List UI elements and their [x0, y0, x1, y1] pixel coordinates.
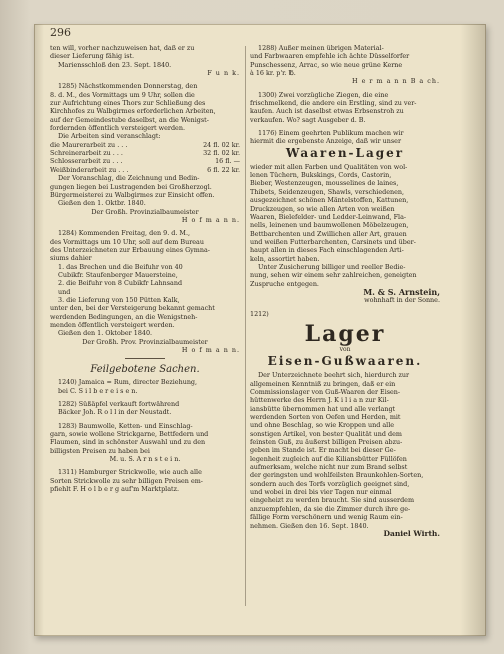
signature: M. u. S. A r n s t e i n.	[109, 455, 181, 464]
list-item: und	[58, 287, 71, 296]
text-line: Der Voranschlag, die Zeichnung und Bedin-	[58, 174, 200, 183]
text-line: anzuempfehlen, da sie die Zimmer durch ihre ge-	[250, 504, 411, 513]
text-line: Bettbarchenten und Zwillichen aller Art, grauen	[250, 229, 407, 238]
text-line: des Vormittags um 10 Uhr, soll auf dem Bureau	[50, 237, 204, 246]
text-line: Der Unterzeichnete beehrt sich, hierdurch zur	[258, 371, 410, 380]
section-heading: Feilgebotene Sachen.	[90, 364, 200, 376]
residence-line: wohnhaft in der Sonne.	[364, 296, 440, 305]
lager-von: von	[339, 345, 351, 353]
text-line: Kirchhofes zu Walbgirmes erforderlichen Arbeiten,	[50, 107, 216, 116]
text-line: bei C. S i l b e r e i s e n.	[58, 386, 138, 395]
text-line: werdenden Bedingungen, an die Wenigstneh-	[50, 312, 198, 321]
text-line: 1176) Einem geehrten Publikum machen wir	[258, 129, 404, 138]
text-line: und Farbwaaren empfehle ich ächte Düsselforfer	[250, 52, 410, 61]
signature: H o f m a n n.	[181, 346, 240, 355]
text-line: allgemeinen Kenntniß zu bringen, daß er ein	[250, 379, 396, 388]
list-item: 3. die Lieferung von 150 Pütten Kalk,	[58, 295, 180, 304]
cost-item	[50, 166, 240, 174]
text-line: Waaren, Bielefelder- und Ledder-Leinwand, Fla-	[250, 212, 407, 221]
text-line: haupt allen in dieses Fach einschlagenden Arti-	[250, 246, 404, 255]
text-line: Die Arbeiten sind veranschlagt:	[58, 132, 161, 141]
text-line: Zuspruche entgegen.	[250, 279, 319, 288]
text-line: siums dahier	[50, 254, 92, 263]
notice-1288	[250, 44, 440, 86]
text-line: Bäcker Joh. R o l l in der Neustadt.	[58, 408, 172, 417]
text-line: zur Aufrichtung eines Thors zur Schließung des	[50, 99, 206, 108]
text-line: Thibets, Seidenzeugen, Shawls, verschiedenen,	[250, 187, 405, 196]
cost-value: 32 fl. 02 kr.	[203, 149, 240, 158]
text-line: auf der Gemeindestube daselbst, an die Wenigst-	[50, 115, 209, 124]
right-column	[250, 44, 440, 538]
notice-1212	[250, 310, 440, 539]
notice-1300	[250, 91, 440, 124]
text-line: pfiehlt F. H o l b e r g auf'm Marktplatz.	[50, 485, 179, 494]
cost-label: Schreinerarbeit zu . . .	[50, 149, 123, 158]
cost-label: die Maurerarbeit zu . . .	[50, 140, 128, 149]
text-line: 8. d. M., des Vormittags um 9 Uhr, sollen die	[50, 90, 195, 99]
cost-item	[50, 149, 240, 157]
text-line: Druckzeugen, so wie allen Arten von weißen	[250, 204, 395, 213]
text-line: Commissionslager von Guß-Waaren der Eisen-	[250, 388, 401, 396]
text-line: nehmen. Gießen den 16. Sept. 1840.	[250, 521, 369, 530]
list-item: Cubikfr. Staufenberger Mauersteine,	[58, 270, 178, 279]
column-divider	[245, 46, 246, 606]
text-line: 1240) Jamaica = Rum, directer Beziehung,	[58, 378, 198, 387]
signature: Daniel Wirth.	[383, 528, 440, 538]
notice-1176	[250, 129, 440, 305]
text-line: sondern auch des Torfs vorzüglich geeignet sind,	[250, 479, 410, 488]
list-item: 2. die Beifuhr von 8 Cubikfr Lahnsand	[58, 279, 183, 288]
text-line: keln, assortirt haben.	[250, 254, 320, 263]
text-line: lenen Tüchern, Bukskings, Cords, Castorin,	[250, 171, 392, 180]
text-line: nells, leinenen und baumwollenen Möbelzeugen,	[250, 221, 409, 230]
text-line: Punschessenz, Arrac, so wie neue grüne Kerne	[250, 60, 403, 69]
text-line: hiermit die ergebenste Anzeige, daß wir unser	[250, 137, 402, 146]
text-line: der geringsten und wohlfeilsten Braunkohlen-Sorten,	[250, 471, 424, 480]
text-line: fällige Form verschönern und wenig Raum ein-	[250, 513, 403, 522]
text-line: 1284) Kommenden Freitag, den 9. d. M.,	[58, 229, 191, 238]
text-line: und weißen Futterbarchenten, Carsinets und über-	[250, 237, 416, 246]
text-line: 1282) Süßäpfel verkauft fortwährend	[58, 400, 180, 409]
text-line: à 16 kr. p'r. ℔.	[250, 69, 296, 78]
notice-1311	[50, 468, 240, 493]
page-number: 296	[50, 26, 71, 39]
text-line: wieder mit allen Farben und Qualitäten von wol-	[250, 162, 408, 171]
eisen-gusswaaren-title: Eisen-Gußwaaren.	[267, 354, 423, 369]
text-line: des Unterzeichneten zur Erbauung eines Gymna-	[50, 245, 210, 254]
page-gutter-shadow	[34, 24, 44, 636]
text-line: aufmerksam, welche nicht nur zum Brand selbst	[250, 463, 408, 472]
text-line: sonstigen Artikel, von bester Qualität und dem	[250, 429, 402, 438]
text-line: fordernden öffentlich versteigert werden.	[50, 124, 185, 133]
notice-1240	[50, 378, 240, 395]
text-line: menden öffentlich versteigert werden.	[50, 321, 175, 329]
firm-signature: M. & S. Arnstein,	[363, 286, 440, 297]
text-line: verkaufen. Wo? sagt Ausgeber d. B.	[250, 115, 366, 124]
text-line: eingeheizt zu werden braucht. Sie sind ausserdem	[250, 496, 415, 505]
text-line: geben im Stande ist. Er macht bei dieser Ge-	[250, 446, 396, 455]
text-line: dieser Lieferung fähig ist.	[50, 52, 135, 61]
section-rule	[125, 358, 165, 359]
text-line: 1283) Baumwolle, Ketten- und Einschlag-	[58, 421, 193, 430]
text-line: unter den, bei der Versteigerung bekannt gemacht	[50, 304, 215, 313]
text-line: billigsten Preisen zu haben bei	[50, 446, 150, 455]
notice-1284	[50, 229, 240, 354]
text-line: hüttenwerke des Herrn J. K i l i a n zur Kil-	[250, 396, 389, 405]
text-line: Bieber, Westenzeugen, mousselines de laines,	[250, 179, 399, 188]
text-line: iansbütte übernommen hat und alle verlangt	[250, 404, 396, 413]
text-line: werdenden Sorten von Oefen und Herden, mit	[250, 413, 401, 422]
office-line: Der Großh. Prov. Provinzialbaumeister	[82, 337, 208, 346]
signature: H e r m a n n B a ch.	[351, 77, 440, 86]
signature: H o f m a n n.	[181, 215, 240, 224]
list-item: 1. das Brechen und die Beifuhr von 40	[58, 262, 183, 271]
text-line: 1288) Außer meinen übrigen Material-	[258, 44, 384, 52]
notice-1282	[50, 400, 240, 417]
text-line: Mariensschloß den 23. Sept. 1840.	[58, 60, 172, 69]
notice-1283	[50, 422, 240, 464]
cost-item	[50, 157, 240, 165]
text-line: Bürgermeisterei zu Walbgirmes zur Einsicht offen.	[50, 190, 215, 199]
text-line: 1285) Nächstkommenden Donnerstag, den	[58, 82, 198, 91]
text-line: ausgezeichnet schönen Mäntelstoffen, Kattunen,	[250, 196, 409, 205]
text-line: Gießen den 1. Oktbr. 1840.	[58, 199, 146, 208]
text-line: 1311) Hamburger Strickwolle, wie auch alle	[58, 468, 202, 477]
text-line: und wobei in drei bis vier Tagen nur einmal	[250, 488, 392, 497]
lager-title: Lager	[304, 320, 386, 347]
text-line: Gießen den 1. Oktober 1840.	[58, 329, 153, 338]
text-line: feinsten Guß, zu äußerst billigen Preisen abzu-	[250, 438, 403, 447]
text-line: 1300) Zwei vorzügliche Ziegen, die eine	[258, 90, 389, 99]
signature: F u n k.	[207, 69, 240, 78]
cost-label: Schlosserarbeit zu . . .	[50, 157, 123, 166]
office-line: Der Großh. Provinzialbaumeister	[91, 207, 199, 216]
waaren-lager-title: Waaren-Lager	[285, 145, 405, 160]
text-line: frischmelkend, die andere ein Erstling, sind zu ver-	[250, 99, 417, 108]
cost-value: 6 fl. 22 kr.	[207, 165, 240, 174]
notice-number: 1212)	[250, 309, 269, 318]
text-line: garn, sowie wollene Strickgarne, Bettfedern und	[50, 430, 209, 439]
text-line: legenheit zugleich auf die Kiliansbütter Füllöfen	[250, 454, 407, 463]
cost-value: 24 fl. 02 kr.	[203, 140, 240, 149]
text-line: Flaumen, sind in schönster Auswahl und zu den	[50, 438, 206, 447]
page-edge-shadow	[460, 24, 486, 636]
cost-value: 16 fl. —	[215, 157, 240, 166]
text-line: kaufen. Auch ist daselbst etwas Erbsenstroh zu	[250, 107, 404, 116]
cost-item	[50, 141, 240, 149]
left-column	[50, 44, 240, 494]
text-line: und ohne Beschlag, so wie Kroppen und alle	[250, 421, 395, 430]
text-line: gungen liegen bei Lustragenden bei Großherzogl.	[50, 182, 212, 191]
notice-1285	[50, 82, 240, 224]
text-line: ten will, vorher nachzuweisen hat, daß er zu	[50, 44, 195, 52]
text-line: Sorten Strickwolle zu sehr billigen Preisen em-	[50, 476, 203, 485]
text-line: Unter Zusicherung billiger und reeller Bedie-	[258, 262, 406, 271]
text-line: nung, sehen wir einem sehr zahlreichen, geneigten	[250, 271, 417, 280]
cost-label: Weißbinderarbeit zu . . .	[50, 165, 129, 174]
